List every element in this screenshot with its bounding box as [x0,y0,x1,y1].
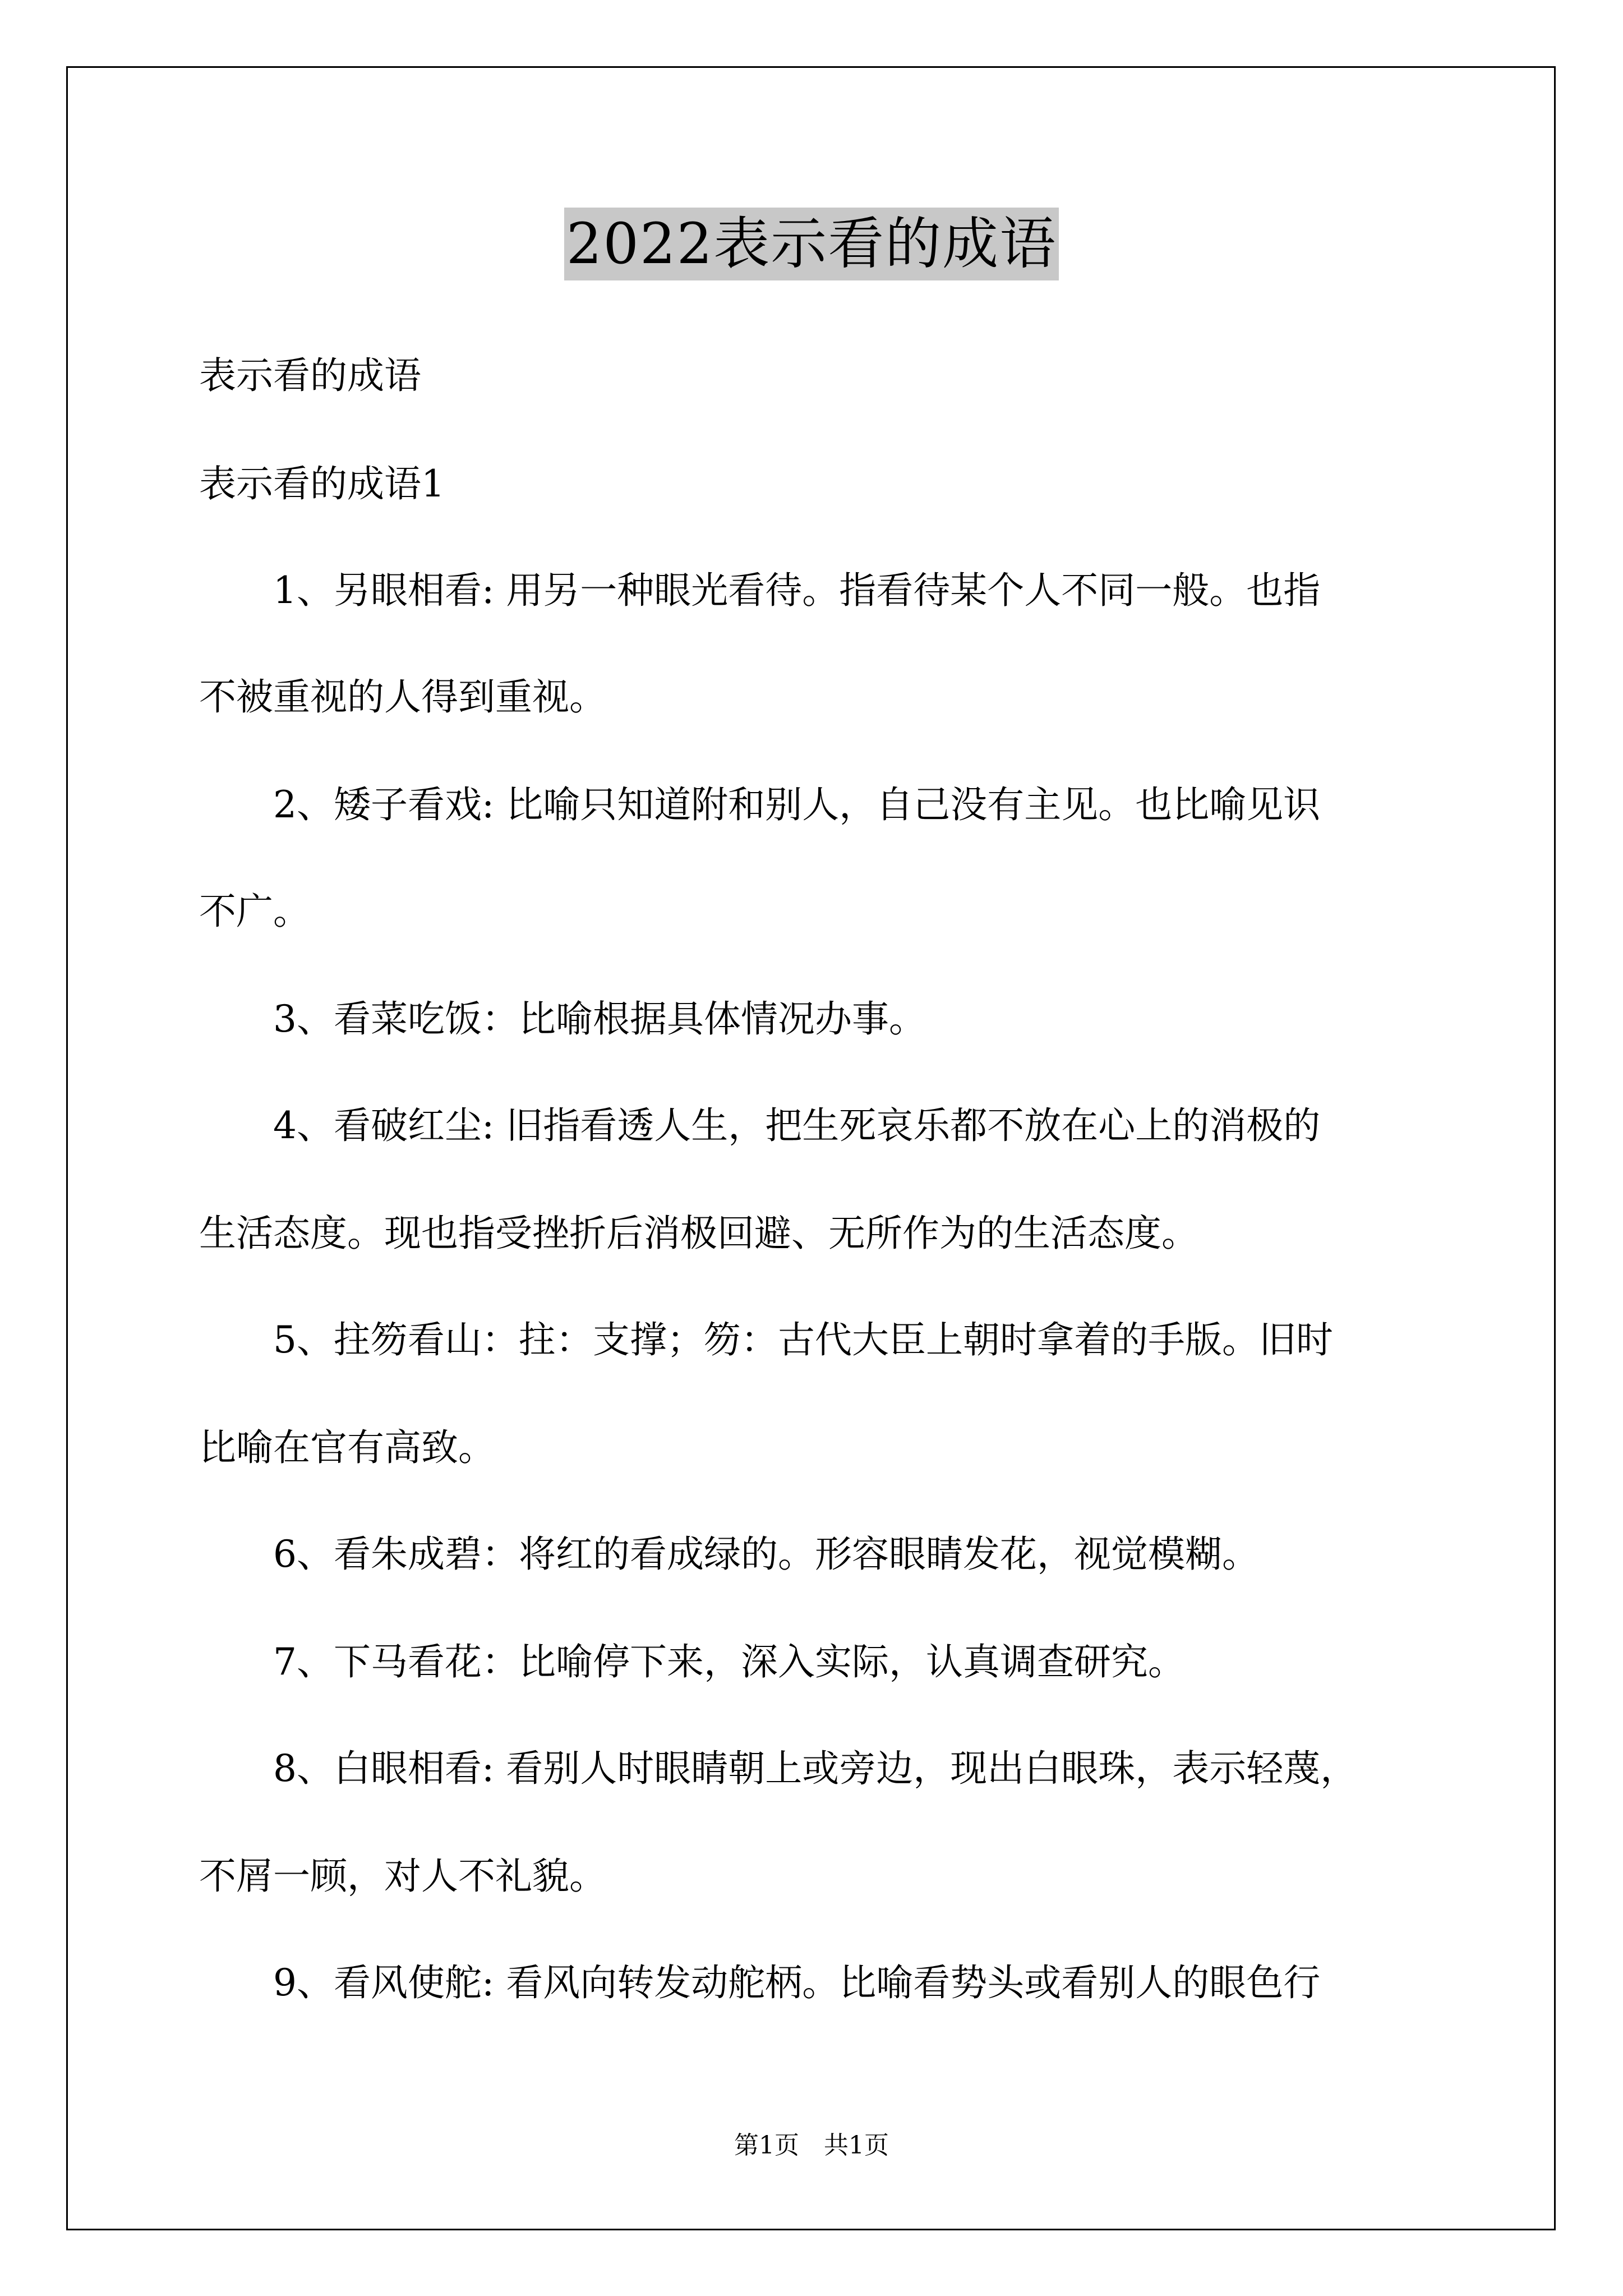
paragraph-line: 生活态度。现也指受挫折后消极回避、无所作为的生活态度。 [199,1212,1198,1255]
document-title: 2022表示看的成语 [564,208,1059,280]
paragraph-line: 不屑一顾，对人不礼貌。 [199,1855,606,1898]
paragraph-line: 不广。 [199,890,310,933]
paragraph-line: 3、看菜吃饭：比喻根据具体情况办事。 [273,997,926,1041]
paragraph-line: 4、看破红尘: 旧指看透人生，把生死哀乐都不放在心上的消极的 [273,1104,1321,1147]
paragraph-line: 8、白眼相看: 看别人时眼睛朝上或旁边，现出白眼珠，表示轻蔑， [273,1747,1358,1790]
title-container [0,208,1623,280]
paragraph-line: 7、下马看花：比喻停下来，深入实际，认真调查研究。 [273,1640,1185,1683]
section-heading: 表示看的成语1 [199,462,445,505]
paragraph-line: 1、另眼相看: 用另一种眼光看待。指看待某个人不同一般。也指 [273,569,1321,612]
paragraph-line: 9、看风使舵: 看风向转发动舵柄。比喻看势头或看别人的眼色行 [273,1961,1321,2004]
subtitle: 表示看的成语 [199,354,421,397]
paragraph-line: 不被重视的人得到重视。 [199,675,606,719]
paragraph-line: 比喻在官有高致。 [199,1426,495,1469]
paragraph-line: 2、矮子看戏: 比喻只知道附和别人，自己没有主见。也比喻见识 [273,783,1321,826]
paragraph-line: 6、看朱成碧：将红的看成绿的。形容眼睛发花，视觉模糊。 [273,1533,1259,1576]
page-footer: 第1页 共1页 [734,2131,889,2160]
paragraph-line: 5、拄笏看山：拄：支撑；笏：古代大臣上朝时拿着的手版。旧时 [273,1318,1333,1361]
